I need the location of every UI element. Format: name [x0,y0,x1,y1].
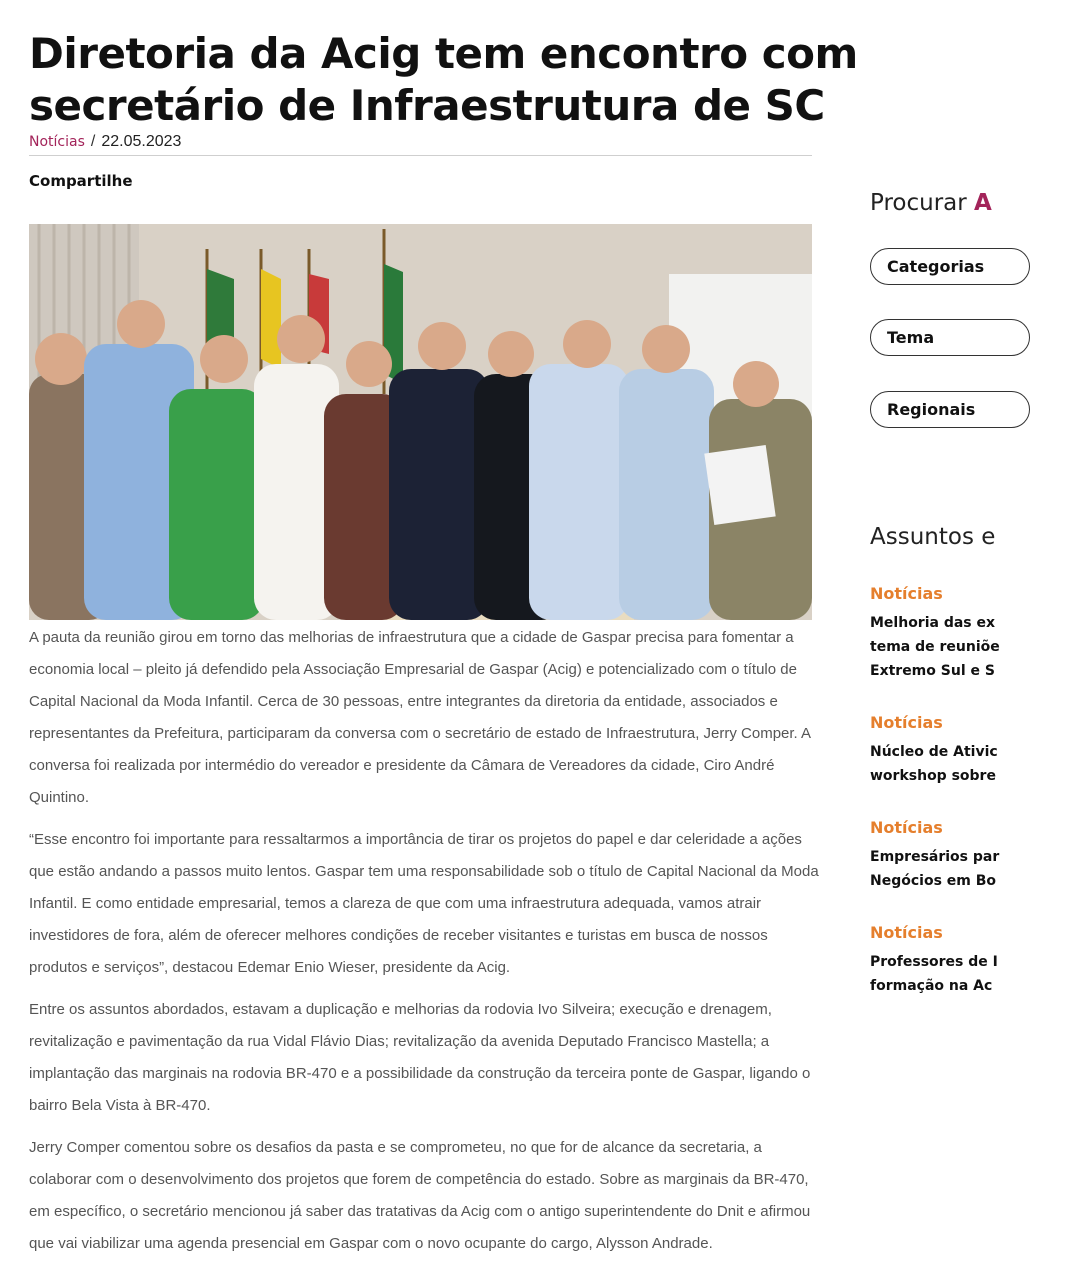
filter-regionais-button[interactable]: Regionais [870,391,1030,428]
group-photo-illustration [29,224,812,620]
topics-heading: Assuntos e [870,524,996,550]
search-heading-accent: A [974,190,992,216]
sidebar-news-item[interactable] [870,923,1070,998]
article-paragraph: A pauta da reunião girou em torno das melhorias de infraestrutura que a cidade de Gaspar precisa para fomentar a economia local – pleito já defendido pela Associação Empresarial de Gaspar (Acig) e potencializado com o título de Capital Nacional da Moda Infantil. Cerca de 30 pessoas, entre integrantes da diretoria da entidade, associados e representantes da Prefeitura, participaram da conversa com o secretário de estado de Infraestrutura, Jerry Comper. A conversa foi realizada por intermédio do vereador e presidente da Câmara de Vereadores da cidade, Ciro André Quintino. [29,629,811,806]
sidebar-news-item[interactable] [870,713,1070,788]
meta-separator: / [90,133,96,150]
sidebar-news-title[interactable] [870,950,1070,998]
article-date: 22.05.2023 [101,133,182,150]
sidebar-news-title-line: tema de reuniõe [870,639,1000,655]
search-heading-text: Procurar [870,190,967,216]
article-photo [29,224,812,620]
search-heading [870,190,992,216]
sidebar-news-title[interactable] [870,845,1070,893]
filter-categorias-button[interactable]: Categorias [870,248,1030,285]
article-meta [29,133,812,156]
category-link[interactable]: Notícias [29,134,85,150]
sidebar-news-item[interactable] [870,584,1070,683]
sidebar-news-category[interactable]: Notícias [870,713,943,732]
sidebar-news-title-line: Melhoria das ex [870,615,996,631]
sidebar-news-title-line: Núcleo de Ativic [870,744,998,760]
sidebar-news-title[interactable] [870,740,1070,788]
article-paragraph: Jerry Comper comentou sobre os desafios da pasta e se comprometeu, no que for de alcance da secretaria, a colaborar com o desenvolvimento dos projetos que forem de competência do estado. Sobre as marginais da BR-470, em específico, o secretário mencionou já saber das tratativas da Acig com o antigo superintendente do Dnit e afirmou que vai viabilizar uma agenda presencial em Gaspar com o novo ocupante do cargo, Alysson Andrade. [29,1139,811,1252]
article-paragraph: Entre os assuntos abordados, estavam a duplicação e melhorias da rodovia Ivo Silveira; execução e drenagem, revitalização e pavimentação da rua Vidal Flávio Dias; revitalização da avenida Deputado Francisco Mastella; a implantação das marginais na rodovia BR-470 e a possibilidade da construção da terceira ponte de Gaspar, ligando o bairro Bela Vista à BR-470. [29,1001,811,1114]
filter-tema-button[interactable]: Tema [870,319,1030,356]
sidebar [870,190,1000,1010]
sidebar-news-title-line: Professores de I [870,954,998,970]
sidebar-news-category[interactable]: Notícias [870,584,943,603]
sidebar-news-title-line: workshop sobre [870,768,996,784]
article-paragraph: “Esse encontro foi importante para ressaltarmos a importância de tirar os projetos do papel e dar celeridade a ações que estão andando a passos muito lentos. Gaspar tem uma responsabilidade sob o título de Capital Nacional da Moda Infantil. E como entidade empresarial, temos a clareza de que com uma infraestrutura adequada, vamos atrair investidores de fora, além de oferecer melhores condições de receber visitantes e turistas em busca de nossos produtos e serviços”, destacou Edemar Enio Wieser, presidente da Acig. [29,831,819,976]
sidebar-news-title-line: Extremo Sul e S [870,663,995,679]
sidebar-news-title-line: formação na Ac [870,978,993,994]
sidebar-news-item[interactable] [870,818,1070,893]
sidebar-news-title[interactable] [870,611,1070,683]
sidebar-news-title-line: Negócios em Bo [870,873,997,889]
article-body [29,622,819,1270]
article-title: Diretoria da Acig tem encontro com secretário de Infraestrutura de SC [29,29,858,130]
sidebar-news-title-line: Empresários par [870,849,1000,865]
sidebar-news-category[interactable]: Notícias [870,923,943,942]
sidebar-news-category[interactable]: Notícias [870,818,943,837]
share-label: Compartilhe [29,172,133,190]
